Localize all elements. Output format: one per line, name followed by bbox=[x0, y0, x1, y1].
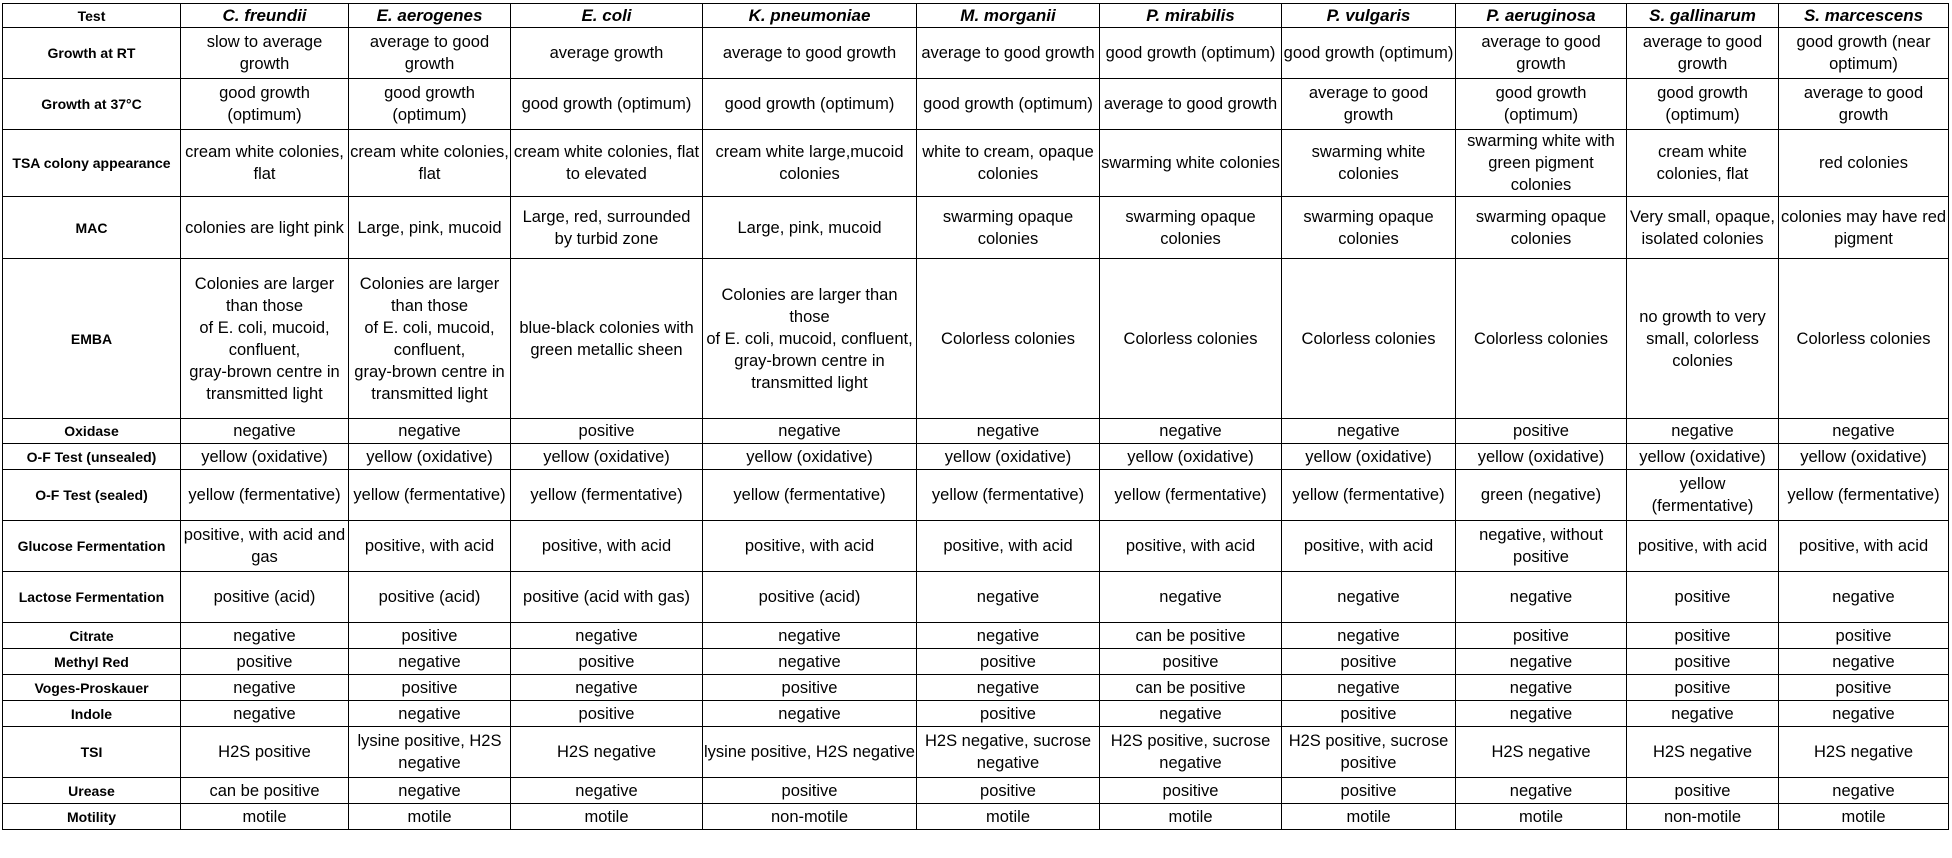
result-cell: motile bbox=[1100, 804, 1282, 830]
result-cell: positive, with acid bbox=[1282, 521, 1456, 572]
result-cell: motile bbox=[1282, 804, 1456, 830]
result-cell: negative bbox=[511, 778, 703, 804]
result-cell: motile bbox=[917, 804, 1100, 830]
result-cell: swarming white colonies bbox=[1282, 130, 1456, 197]
organism-header: S. gallinarum bbox=[1627, 4, 1779, 28]
table-row bbox=[3, 419, 1949, 444]
test-name-cell: EMBA bbox=[3, 259, 181, 419]
result-cell: negative bbox=[1779, 778, 1949, 804]
result-cell: positive bbox=[917, 701, 1100, 727]
result-cell: negative bbox=[1456, 649, 1627, 675]
result-cell: Colorless colonies bbox=[917, 259, 1100, 419]
result-cell: average to good growth bbox=[1779, 79, 1949, 130]
test-name-cell: Indole bbox=[3, 701, 181, 727]
result-cell: negative bbox=[349, 649, 511, 675]
result-cell: negative bbox=[1456, 675, 1627, 701]
result-cell: motile bbox=[1779, 804, 1949, 830]
result-cell: can be positive bbox=[1100, 623, 1282, 649]
result-cell: positive bbox=[703, 675, 917, 701]
result-cell: H2S negative bbox=[1779, 727, 1949, 778]
result-cell: positive, with acid bbox=[917, 521, 1100, 572]
test-name-cell: Voges-Proskauer bbox=[3, 675, 181, 701]
result-cell: negative bbox=[181, 623, 349, 649]
result-cell: Large, red, surrounded by turbid zone bbox=[511, 197, 703, 259]
result-cell: positive bbox=[511, 649, 703, 675]
table-row bbox=[3, 572, 1949, 623]
result-cell: positive, with acid bbox=[1100, 521, 1282, 572]
result-cell: negative bbox=[1100, 572, 1282, 623]
organism-header: C. freundii bbox=[181, 4, 349, 28]
result-cell: positive bbox=[1627, 649, 1779, 675]
result-cell: non-motile bbox=[1627, 804, 1779, 830]
result-cell: positive bbox=[511, 419, 703, 444]
result-cell: negative bbox=[511, 675, 703, 701]
result-cell: negative bbox=[1282, 572, 1456, 623]
result-cell: positive bbox=[1456, 419, 1627, 444]
header-row bbox=[3, 4, 1949, 28]
result-cell: positive, with acid bbox=[349, 521, 511, 572]
test-name-cell: Methyl Red bbox=[3, 649, 181, 675]
result-cell: average to good growth bbox=[349, 28, 511, 79]
result-cell: average to good growth bbox=[1627, 28, 1779, 79]
result-cell: good growth (optimum) bbox=[1456, 79, 1627, 130]
result-cell: Very small, opaque, isolated colonies bbox=[1627, 197, 1779, 259]
result-cell: Colonies are larger than those of E. coli, mucoid, confluent, gray-brown centre in transmitted light bbox=[181, 259, 349, 419]
result-cell: negative bbox=[1456, 572, 1627, 623]
result-cell: yellow (oxidative) bbox=[1779, 444, 1949, 470]
result-cell: positive (acid) bbox=[703, 572, 917, 623]
result-cell: negative bbox=[703, 419, 917, 444]
result-cell: yellow (oxidative) bbox=[181, 444, 349, 470]
table-row bbox=[3, 701, 1949, 727]
result-cell: average to good growth bbox=[917, 28, 1100, 79]
table-row bbox=[3, 778, 1949, 804]
result-cell: cream white colonies, flat bbox=[349, 130, 511, 197]
result-cell: good growth (optimum) bbox=[703, 79, 917, 130]
result-cell: H2S positive, sucrose negative bbox=[1100, 727, 1282, 778]
result-cell: yellow (fermentative) bbox=[917, 470, 1100, 521]
result-cell: colonies may have red pigment bbox=[1779, 197, 1949, 259]
result-cell: good growth (optimum) bbox=[1282, 28, 1456, 79]
result-cell: yellow (fermentative) bbox=[511, 470, 703, 521]
result-cell: negative bbox=[181, 419, 349, 444]
result-cell: negative bbox=[917, 419, 1100, 444]
result-cell: negative bbox=[917, 623, 1100, 649]
result-cell: cream white colonies, flat to elevated bbox=[511, 130, 703, 197]
table-row bbox=[3, 649, 1949, 675]
table-row bbox=[3, 727, 1949, 778]
result-cell: positive bbox=[1282, 701, 1456, 727]
test-name-cell: TSI bbox=[3, 727, 181, 778]
table-row bbox=[3, 259, 1949, 419]
result-cell: negative bbox=[1456, 701, 1627, 727]
result-cell: yellow (oxidative) bbox=[703, 444, 917, 470]
result-cell: good growth (optimum) bbox=[1100, 28, 1282, 79]
result-cell: Colorless colonies bbox=[1282, 259, 1456, 419]
result-cell: Colorless colonies bbox=[1100, 259, 1282, 419]
result-cell: positive (acid) bbox=[181, 572, 349, 623]
result-cell: motile bbox=[349, 804, 511, 830]
result-cell: positive bbox=[511, 701, 703, 727]
result-cell: positive, with acid bbox=[511, 521, 703, 572]
organism-header: E. coli bbox=[511, 4, 703, 28]
result-cell: negative bbox=[1779, 419, 1949, 444]
result-cell: negative bbox=[1282, 419, 1456, 444]
result-cell: motile bbox=[1456, 804, 1627, 830]
result-cell: yellow (fermentative) bbox=[181, 470, 349, 521]
result-cell: negative bbox=[703, 701, 917, 727]
result-cell: H2S negative bbox=[1627, 727, 1779, 778]
test-name-cell: Growth at RT bbox=[3, 28, 181, 79]
result-cell: good growth (optimum) bbox=[349, 79, 511, 130]
header-corner-cell: Test bbox=[3, 4, 181, 28]
result-cell: swarming opaque colonies bbox=[1456, 197, 1627, 259]
test-name-cell: Growth at 37°C bbox=[3, 79, 181, 130]
result-cell: positive bbox=[1627, 778, 1779, 804]
result-cell: Large, pink, mucoid bbox=[349, 197, 511, 259]
result-cell: H2S positive, sucrose positive bbox=[1282, 727, 1456, 778]
result-cell: positive, with acid bbox=[1627, 521, 1779, 572]
result-cell: positive bbox=[1282, 649, 1456, 675]
result-cell: swarming opaque colonies bbox=[917, 197, 1100, 259]
result-cell: negative bbox=[181, 675, 349, 701]
result-cell: positive bbox=[1100, 778, 1282, 804]
result-cell: swarming white colonies bbox=[1100, 130, 1282, 197]
result-cell: negative bbox=[703, 623, 917, 649]
biochemical-test-table bbox=[2, 3, 1949, 830]
result-cell: yellow (oxidative) bbox=[1627, 444, 1779, 470]
result-cell: negative bbox=[703, 649, 917, 675]
table-row bbox=[3, 444, 1949, 470]
result-cell: negative bbox=[1282, 623, 1456, 649]
result-cell: yellow (fermentative) bbox=[1100, 470, 1282, 521]
result-cell: negative bbox=[1100, 701, 1282, 727]
result-cell: positive bbox=[917, 649, 1100, 675]
organism-header: K. pneumoniae bbox=[703, 4, 917, 28]
result-cell: non-motile bbox=[703, 804, 917, 830]
result-cell: positive bbox=[1627, 675, 1779, 701]
result-cell: negative bbox=[511, 623, 703, 649]
result-cell: positive bbox=[181, 649, 349, 675]
result-cell: negative bbox=[1100, 419, 1282, 444]
result-cell: good growth (optimum) bbox=[181, 79, 349, 130]
table-row bbox=[3, 470, 1949, 521]
result-cell: yellow (oxidative) bbox=[917, 444, 1100, 470]
result-cell: lysine positive, H2S negative bbox=[703, 727, 917, 778]
table-row bbox=[3, 623, 1949, 649]
organism-header: P. mirabilis bbox=[1100, 4, 1282, 28]
test-name-cell: Glucose Fermentation bbox=[3, 521, 181, 572]
table-row bbox=[3, 79, 1949, 130]
result-cell: yellow (oxidative) bbox=[349, 444, 511, 470]
result-cell: positive, with acid bbox=[1779, 521, 1949, 572]
result-cell: Large, pink, mucoid bbox=[703, 197, 917, 259]
result-cell: negative bbox=[349, 419, 511, 444]
result-cell: negative bbox=[1779, 572, 1949, 623]
result-cell: negative bbox=[1627, 419, 1779, 444]
result-cell: can be positive bbox=[1100, 675, 1282, 701]
result-cell: average to good growth bbox=[703, 28, 917, 79]
result-cell: cream white colonies, flat bbox=[1627, 130, 1779, 197]
table-row bbox=[3, 28, 1949, 79]
result-cell: positive bbox=[703, 778, 917, 804]
result-cell: yellow (fermentative) bbox=[1282, 470, 1456, 521]
result-cell: blue-black colonies with green metallic sheen bbox=[511, 259, 703, 419]
result-cell: yellow (fermentative) bbox=[1779, 470, 1949, 521]
result-cell: H2S positive bbox=[181, 727, 349, 778]
result-cell: positive bbox=[1779, 675, 1949, 701]
test-name-cell: TSA colony appearance bbox=[3, 130, 181, 197]
organism-header: M. morganii bbox=[917, 4, 1100, 28]
test-name-cell: Citrate bbox=[3, 623, 181, 649]
result-cell: yellow (fermentative) bbox=[703, 470, 917, 521]
table-body bbox=[3, 28, 1949, 830]
result-cell: positive bbox=[917, 778, 1100, 804]
organism-header: P. vulgaris bbox=[1282, 4, 1456, 28]
test-name-cell: O-F Test (sealed) bbox=[3, 470, 181, 521]
result-cell: good growth (optimum) bbox=[917, 79, 1100, 130]
result-cell: swarming white with green pigment colonies bbox=[1456, 130, 1627, 197]
result-cell: negative, without positive bbox=[1456, 521, 1627, 572]
result-cell: positive bbox=[349, 623, 511, 649]
result-cell: negative bbox=[1779, 649, 1949, 675]
result-cell: positive bbox=[1779, 623, 1949, 649]
result-cell: motile bbox=[181, 804, 349, 830]
table-row bbox=[3, 197, 1949, 259]
result-cell: positive bbox=[1627, 623, 1779, 649]
result-cell: positive (acid) bbox=[349, 572, 511, 623]
result-cell: negative bbox=[181, 701, 349, 727]
result-cell: slow to average growth bbox=[181, 28, 349, 79]
result-cell: green (negative) bbox=[1456, 470, 1627, 521]
test-name-cell: Lactose Fermentation bbox=[3, 572, 181, 623]
result-cell: average to good growth bbox=[1282, 79, 1456, 130]
result-cell: good growth (optimum) bbox=[511, 79, 703, 130]
result-cell: negative bbox=[1282, 675, 1456, 701]
organism-header: P. aeruginosa bbox=[1456, 4, 1627, 28]
test-name-cell: Oxidase bbox=[3, 419, 181, 444]
result-cell: good growth (optimum) bbox=[1627, 79, 1779, 130]
result-cell: positive (acid with gas) bbox=[511, 572, 703, 623]
result-cell: Colorless colonies bbox=[1779, 259, 1949, 419]
result-cell: positive bbox=[1627, 572, 1779, 623]
result-cell: negative bbox=[349, 778, 511, 804]
result-cell: lysine positive, H2S negative bbox=[349, 727, 511, 778]
table-row bbox=[3, 130, 1949, 197]
result-cell: colonies are light pink bbox=[181, 197, 349, 259]
result-cell: negative bbox=[917, 675, 1100, 701]
result-cell: negative bbox=[917, 572, 1100, 623]
result-cell: positive, with acid and gas bbox=[181, 521, 349, 572]
result-cell: can be positive bbox=[181, 778, 349, 804]
result-cell: no growth to very small, colorless colonies bbox=[1627, 259, 1779, 419]
result-cell: Colonies are larger than those of E. coli, mucoid, confluent, gray-brown centre in transmitted light bbox=[703, 259, 917, 419]
table-row bbox=[3, 675, 1949, 701]
test-name-cell: MAC bbox=[3, 197, 181, 259]
result-cell: yellow (oxidative) bbox=[1100, 444, 1282, 470]
result-cell: yellow (fermentative) bbox=[349, 470, 511, 521]
test-name-cell: Motility bbox=[3, 804, 181, 830]
table-row bbox=[3, 521, 1949, 572]
result-cell: H2S negative bbox=[511, 727, 703, 778]
result-cell: negative bbox=[349, 701, 511, 727]
result-cell: Colorless colonies bbox=[1456, 259, 1627, 419]
result-cell: red colonies bbox=[1779, 130, 1949, 197]
result-cell: positive bbox=[349, 675, 511, 701]
result-cell: negative bbox=[1456, 778, 1627, 804]
result-cell: negative bbox=[1779, 701, 1949, 727]
result-cell: motile bbox=[511, 804, 703, 830]
result-cell: white to cream, opaque colonies bbox=[917, 130, 1100, 197]
organism-header: S. marcescens bbox=[1779, 4, 1949, 28]
result-cell: H2S negative bbox=[1456, 727, 1627, 778]
result-cell: positive bbox=[1456, 623, 1627, 649]
result-cell: yellow (oxidative) bbox=[511, 444, 703, 470]
result-cell: positive, with acid bbox=[703, 521, 917, 572]
result-cell: negative bbox=[1627, 701, 1779, 727]
result-cell: swarming opaque colonies bbox=[1100, 197, 1282, 259]
result-cell: Colonies are larger than those of E. coli, mucoid, confluent, gray-brown centre in transmitted light bbox=[349, 259, 511, 419]
table-row bbox=[3, 804, 1949, 830]
result-cell: yellow (oxidative) bbox=[1456, 444, 1627, 470]
result-cell: swarming opaque colonies bbox=[1282, 197, 1456, 259]
result-cell: positive bbox=[1100, 649, 1282, 675]
organism-header: E. aerogenes bbox=[349, 4, 511, 28]
test-name-cell: O-F Test (unsealed) bbox=[3, 444, 181, 470]
test-name-cell: Urease bbox=[3, 778, 181, 804]
result-cell: good growth (near optimum) bbox=[1779, 28, 1949, 79]
result-cell: average to good growth bbox=[1100, 79, 1282, 130]
result-cell: average to good growth bbox=[1456, 28, 1627, 79]
result-cell: yellow (fermentative) bbox=[1627, 470, 1779, 521]
result-cell: cream white large,mucoid colonies bbox=[703, 130, 917, 197]
result-cell: average growth bbox=[511, 28, 703, 79]
result-cell: H2S negative, sucrose negative bbox=[917, 727, 1100, 778]
result-cell: yellow (oxidative) bbox=[1282, 444, 1456, 470]
result-cell: positive bbox=[1282, 778, 1456, 804]
result-cell: cream white colonies, flat bbox=[181, 130, 349, 197]
